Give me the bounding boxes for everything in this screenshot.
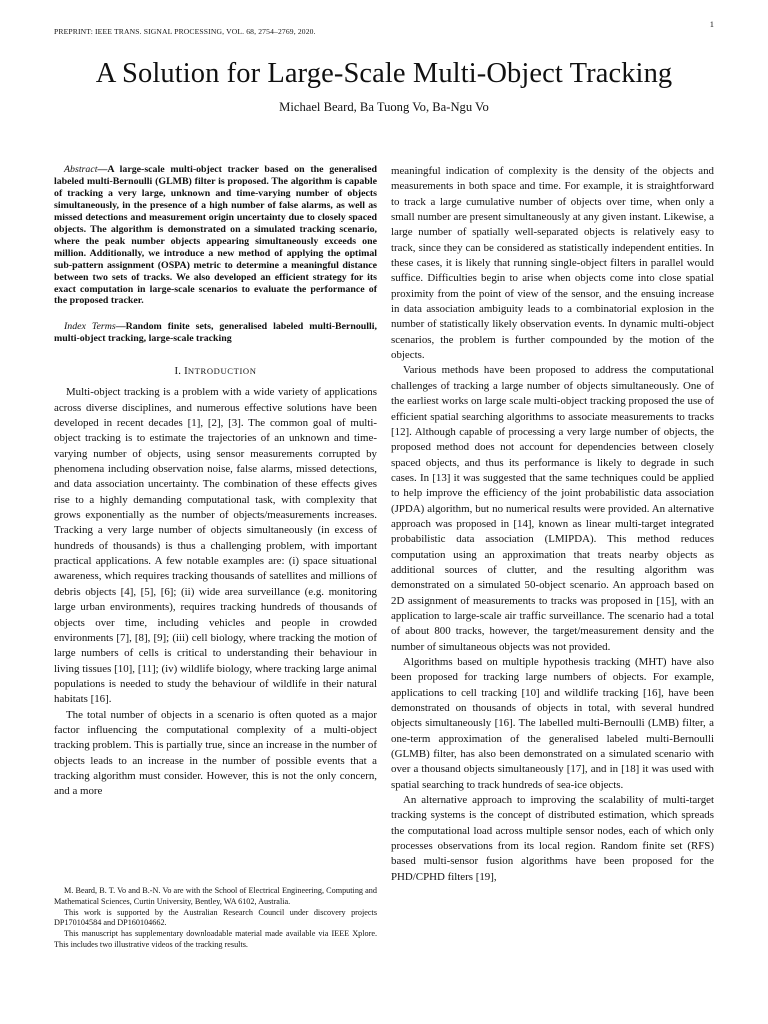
paper-title: A Solution for Large-Scale Multi-Object Tracking (95, 58, 673, 89)
body-paragraph: Multi-object tracking is a problem with a wide variety of applications across diverse disciplines, and numerous effective solutions have been developed in recent decades [1], [2], [3]. The common goal of multi-object tracking is to estimate the trajectories of an unknown and time-varying number of objects, using sensor measurements corrupted by phenomena including observation noise, false alarms, missed detections, and data association uncertainty. The combination of these effects gives rise to a highly demanding computational task, with complexity that grows exponentially as the number of objects/measurements increases. Tracking a very large number of objects simultaneously (in excess of hundreds of thousands) is thus a challenging problem, with important practical applications. A few notable examples are: (i) space situational awareness, which requires tracking thousands of satellites and millions of debris objects [4], [5], [6]; (ii) wide area surveillance (e.g. monitoring large urban environments), requires tracking hundreds of thousands of objects over time, including vehicles and people in crowded environments [7], [8], [9]; (iii) cell biology, where tracking the motion of large numbers of cells is critical to understanding their behaviour in living tissues [10], [11]; (iv) wildlife biology, where tracking large animal populations is needed to study the behaviour of wildlife in their natural habitats [16]. (54, 386, 377, 706)
abstract-text: —A large-scale multi-object tracker based on the generalised labeled multi-Bernoulli (GLMB) filter is proposed. The algorithm is capable of tracking a very large, unknown and time-varying number of objects simultaneously, in the presence of a high number of false alarms, as well as missed detections and measurement origin uncertainty due to closely spaced objects. The algorithm is demonstrated on a simulated tracking scenario, where the peak number objects appearing simultaneously exceeds one million. Additionally, we introduce a new method of applying the optimal sub-pattern assignment (OSPA) metric to determine a meaningful distance between two sets of tracks. We also developed an efficient strategy for its exact computation in large-scale scenarios to evaluate the performance of the proposed tracker. (54, 164, 377, 307)
index-terms (54, 321, 377, 345)
body-paragraph: Various methods have been proposed to address the computational challenges of tracking a large number of objects simultaneously. One of the earliest works on large scale multi-object tracking proposed the use of efficient spatial searching algorithms to associate measurements to tracks [12]. Although capable of processing a very large number of objects, the proposed method does not account for dependencies between closely spaced objects, and thus its performance is likely to degrade in such cases. In [13] it was suggested that the same techniques could be applied to help improve the efficiency of the joint probabilistic data association (JPDA) algorithm, but no numerical results were provided. An alternative approach was proposed in [14], known as linear multi-target integrated probabilistic data association (LMIPDA). This method reduces computation using an approximation that treats nearby objects as additional sources of clutter, and the resulting algorithm was demonstrated on a simulated 50-object scenario. An approach based on 2D assignment of measurements to tracks was proposed in [15], with an application to large-scale air traffic surveillance. The scenario had a total of about 800 tracks, however, the target/measurement density and the number of simultaneous objects was not provided. (391, 364, 714, 653)
right-column (391, 164, 714, 885)
body-paragraph: meaningful indication of complexity is the density of the objects and measurements in both space and time. For example, it is straightforward to track a large cumulative number of objects over time, when only a small number are present simultaneously at any given instant. Likewise, a large number of spatially well-separated objects is relatively easy to track, since they can be considered as statistically independent entities. In these cases, it is likely that running single-object filters in parallel would suffice. Difficulties begin to arise when objects come into close spatial proximity from the point of view of the sensor, and the ensuing increase in data association ambiguity leads to a combinatorial explosion in the number of statistically likely observation events. In dynamic multi-object scenarios, the problem is further compounded by the motion of the objects. (391, 165, 714, 362)
section-number: I. I (174, 365, 188, 378)
body-paragraph: The total number of objects in a scenario is often quoted as a major factor influencing the computational complexity of a multi-object tracking problem. This is partially true, since an increase in the number of objects leads to an increase in the number of possible events that a tracking algorithm must consider. However, this is not the only concern, and a more (54, 708, 377, 798)
abstract (54, 164, 377, 307)
paper-authors: Michael Beard, Ba Tuong Vo, Ba-Ngu Vo (279, 100, 489, 114)
body-paragraph: Algorithms based on multiple hypothesis tracking (MHT) have also been proposed for tracking large numbers of objects. For example, applications to cell tracking [10] and wildlife tracking [16], have been demonstrated on thousands of objects in total, with several hundred objects simultaneously [16]. The labelled multi-Bernoulli (LMB) filter, a one-term approximation of the generalised labeled multi-Bernoulli (GLMB) filter, has also been demonstrated on a simulated scenario with over a thousand objects simultaneously [17], and in [18] it was used with spatial searching to track hundreds of sea-ice objects. (391, 656, 714, 791)
index-terms-text: —Random finite sets, generalised labeled multi-Bernoulli, multi-object tracking, large-scale tracking (54, 321, 378, 345)
footnote-supplementary: This manuscript has supplementary downloadable material made available via IEEE Xplore. This includes two illustrative videos of the tracking results. (54, 929, 377, 949)
section-heading-introduction (54, 365, 377, 377)
page-number: 1 (709, 19, 714, 29)
footnote-funding: This work is supported by the Australian Research Council under discovery projects DP170104584 and DP160104662. (54, 907, 377, 928)
body-paragraph: An alternative approach to improving the scalability of multi-target tracking systems is the concept of distributed estimation, which spreads the computational load across multiple sensor nodes, each of which only processes observations from its local region. Random finite set (RFS) based multi-sensor fusion algorithms have been proposed for the PHD/CPHD filters [19], (391, 794, 714, 883)
left-column (54, 164, 377, 800)
section-title: NTRODUCTION (187, 366, 257, 377)
running-head: PREPRINT: IEEE TRANS. SIGNAL PROCESSING, VOL. 68, 2754–2769, 2020. (54, 27, 316, 36)
footnote-affiliation: M. Beard, B. T. Vo and B.-N. Vo are with the School of Electrical Engineering, Computing and Mathematical Sciences, Curtin University, Bentley, WA 6102, Australia. (54, 886, 377, 906)
index-terms-label: Index Terms (64, 321, 116, 333)
footnotes (54, 886, 377, 951)
abstract-label: Abstract (64, 164, 98, 175)
